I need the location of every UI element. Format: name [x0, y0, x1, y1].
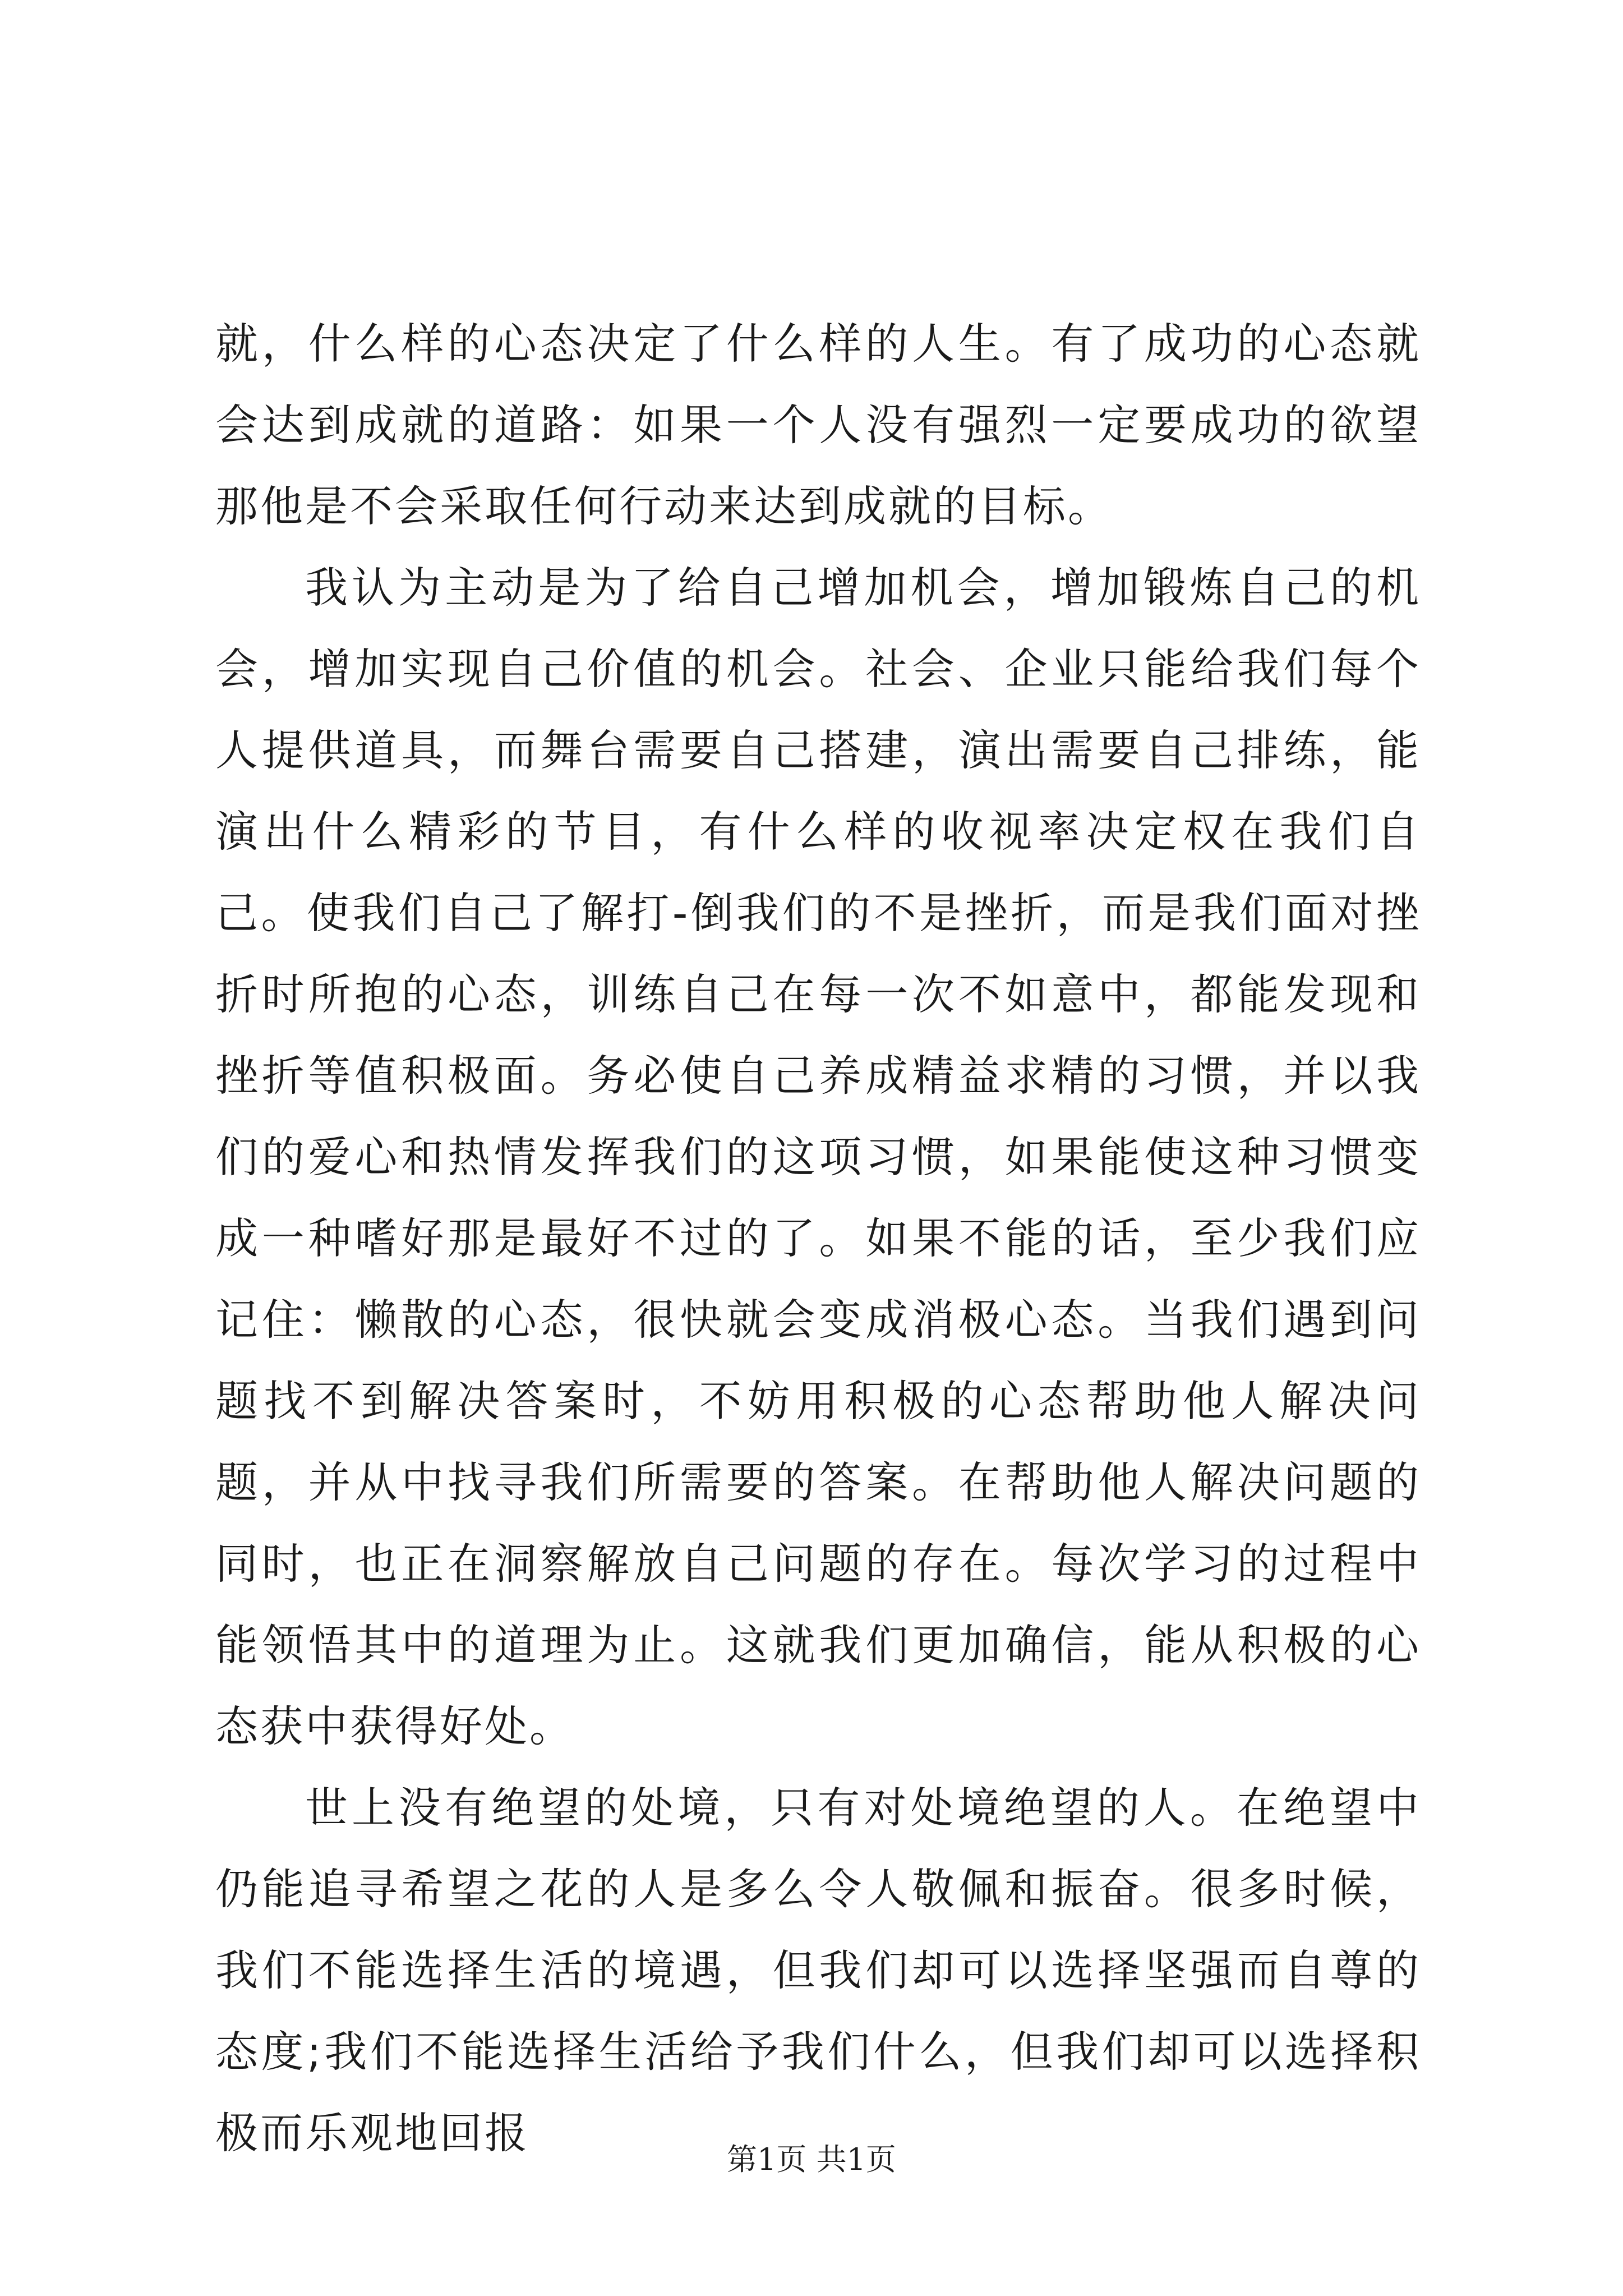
paragraph-initiative: 我认为主动是为了给自己增加机会，增加锻炼自己的机会，增加实现自己价值的机会。社会、企业只能给我们每个人提供道具，而舞台需要自己搭建，演出需要自己排练，能演出什么精彩的节目，有什么样的收视率决定权在我们自己。使我们自己了解打-倒我们的不是挫折，而是我们面对挫折时所抱的心态，训练自己在每一次不如意中，都能发现和挫折等值积极面。务必使自己养成精益求精的习惯，并以我们的爱心和热情发挥我们的这项习惯，如果能使这种习惯变成一种嗜好那是最好不过的了。如果不能的话，至少我们应记住：懒散的心态，很快就会变成消极心态。当我们遇到问题找不到解决答案时，不妨用积极的心态帮助他人解决问题，并从中找寻我们所需要的答案。在帮助他人解决问题的同时，也正在洞察解放自己问题的存在。每次学习的过程中能领悟其中的道理为止。这就我们更加确信，能从积极的心态获中获得好处。: [215, 563, 1421, 1751]
paragraph-continuation: 就，什么样的心态决定了什么样的人生。有了成功的心态就会达到成就的道路：如果一个人没有强烈一定要成功的欲望那他是不会采取任何行动来达到成就的目标。: [215, 319, 1421, 531]
paragraph-despair: 世上没有绝望的处境，只有对处境绝望的人。在绝望中仍能追寻希望之花的人是多么令人敬佩和振奋。很多时候，我们不能选择生活的境遇，但我们却可以选择坚强而自尊的态度;我们不能选择生活给予我们什么，但我们却可以选择积极而乐观地回报: [215, 1783, 1421, 2158]
page-footer: 第1页 共1页: [727, 2142, 896, 2177]
document-body: [215, 303, 1421, 2174]
